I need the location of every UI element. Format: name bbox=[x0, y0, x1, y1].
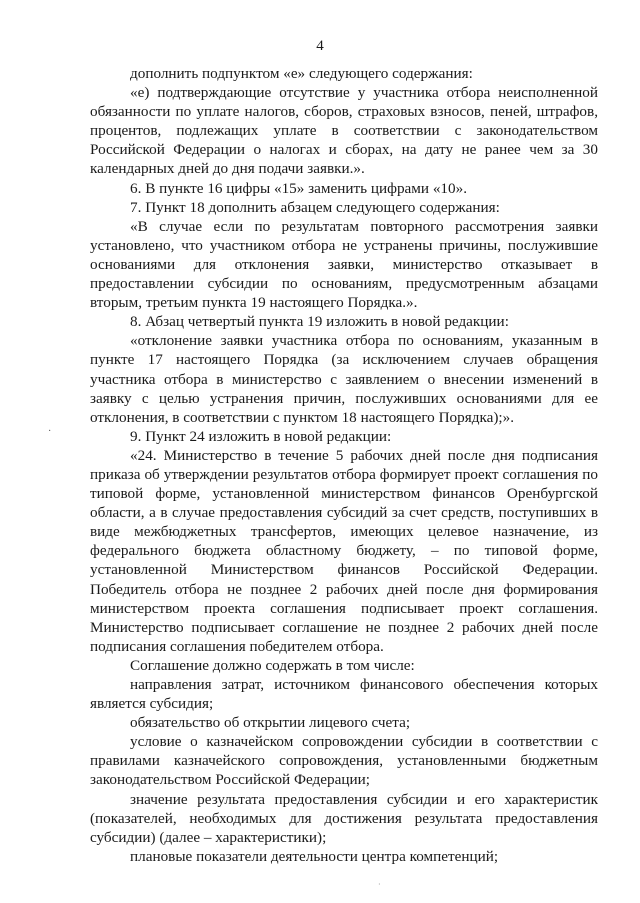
page-number: 4 bbox=[316, 38, 324, 54]
document-body bbox=[90, 64, 598, 866]
paragraph: обязательство об открытии лицевого счета; bbox=[130, 714, 411, 732]
paragraph: 6. В пункте 16 цифры «15» заменить цифрами «10». bbox=[130, 179, 468, 197]
paragraph: «24. Министерство в течение 5 рабочих дней после дня подписания приказа об утверждении результатов отбора формирует проект соглашения по типовой форме, установленной министерством финансов Оренбургской области, а в случае предоставления субсидий за счет средств, поступивших в виде межбюджетных трансфертов, имеющих целевое назначение, из федерального бюджета областному бюджету, – по типовой форме, установленной Министерством финансов Российской Федерации. Победитель отбора не позднее 2 рабочих дней после дня формирования министерством проекта соглашения подписывает проект соглашения. Министерство подписывает соглашение не позднее 2 рабочих дней после подписания соглашения победителем отбора. bbox=[90, 446, 598, 655]
paragraph: значение результата предоставления субсидии и его характеристик (показателей, необходимых для достижения результата предоставления субсидии) (далее – характеристики); bbox=[90, 790, 598, 846]
paragraph: плановые показатели деятельности центра компетенций; bbox=[130, 847, 499, 865]
paragraph: 8. Абзац четвертый пункта 19 изложить в новой редакции: bbox=[130, 313, 509, 331]
margin-mark: · bbox=[48, 426, 52, 437]
paragraph: «е) подтверждающие отсутствие у участника отбора неисполненной обязанности по уплате налогов, сборов, страховых взносов, пеней, штрафов, процентов, подлежащих уплате в соответствии с законодательством Российской Федерации о налогах и сборах, на дату не ранее чем за 30 календарных дней до дня подачи заявки.». bbox=[90, 84, 598, 178]
paragraph: «отклонение заявки участника отбора по основаниям, указанным в пункте 17 настоящего Порядка (за исключением случаев обращения участника отбора в министерство с заявлением о внесении изменений в заявку с целью устранения причин, послуживших основаниями для ее отклонения, в соответствии с пунктом 18 настоящего Порядка);». bbox=[90, 332, 598, 426]
paragraph: Соглашение должно содержать в том числе: bbox=[130, 656, 415, 674]
paragraph: «В случае если по результатам повторного рассмотрения заявки установлено, что участником отбора не устранены причины, послужившие основаниями для отклонения заявки, министерство отказывает в предоставлении субсидии по основаниям, предусмотренным абзацами вторым, третьим пункта 19 настоящего Порядка.». bbox=[90, 217, 598, 312]
paragraph: условие о казначейском сопровождении субсидии в соответствии с правилами казначейского сопровождения, установленными бюджетным законодательством Российской Федерации; bbox=[90, 733, 598, 789]
paragraph: дополнить подпунктом «е» следующего содержания: bbox=[130, 65, 473, 82]
paragraph: 7. Пункт 18 дополнить абзацем следующего содержания: bbox=[130, 198, 500, 216]
footer-mark: · bbox=[378, 880, 381, 889]
paragraph: направления затрат, источником финансового обеспечения которых является субсидия; bbox=[90, 676, 598, 713]
paragraph: 9. Пункт 24 изложить в новой редакции: bbox=[130, 427, 392, 445]
